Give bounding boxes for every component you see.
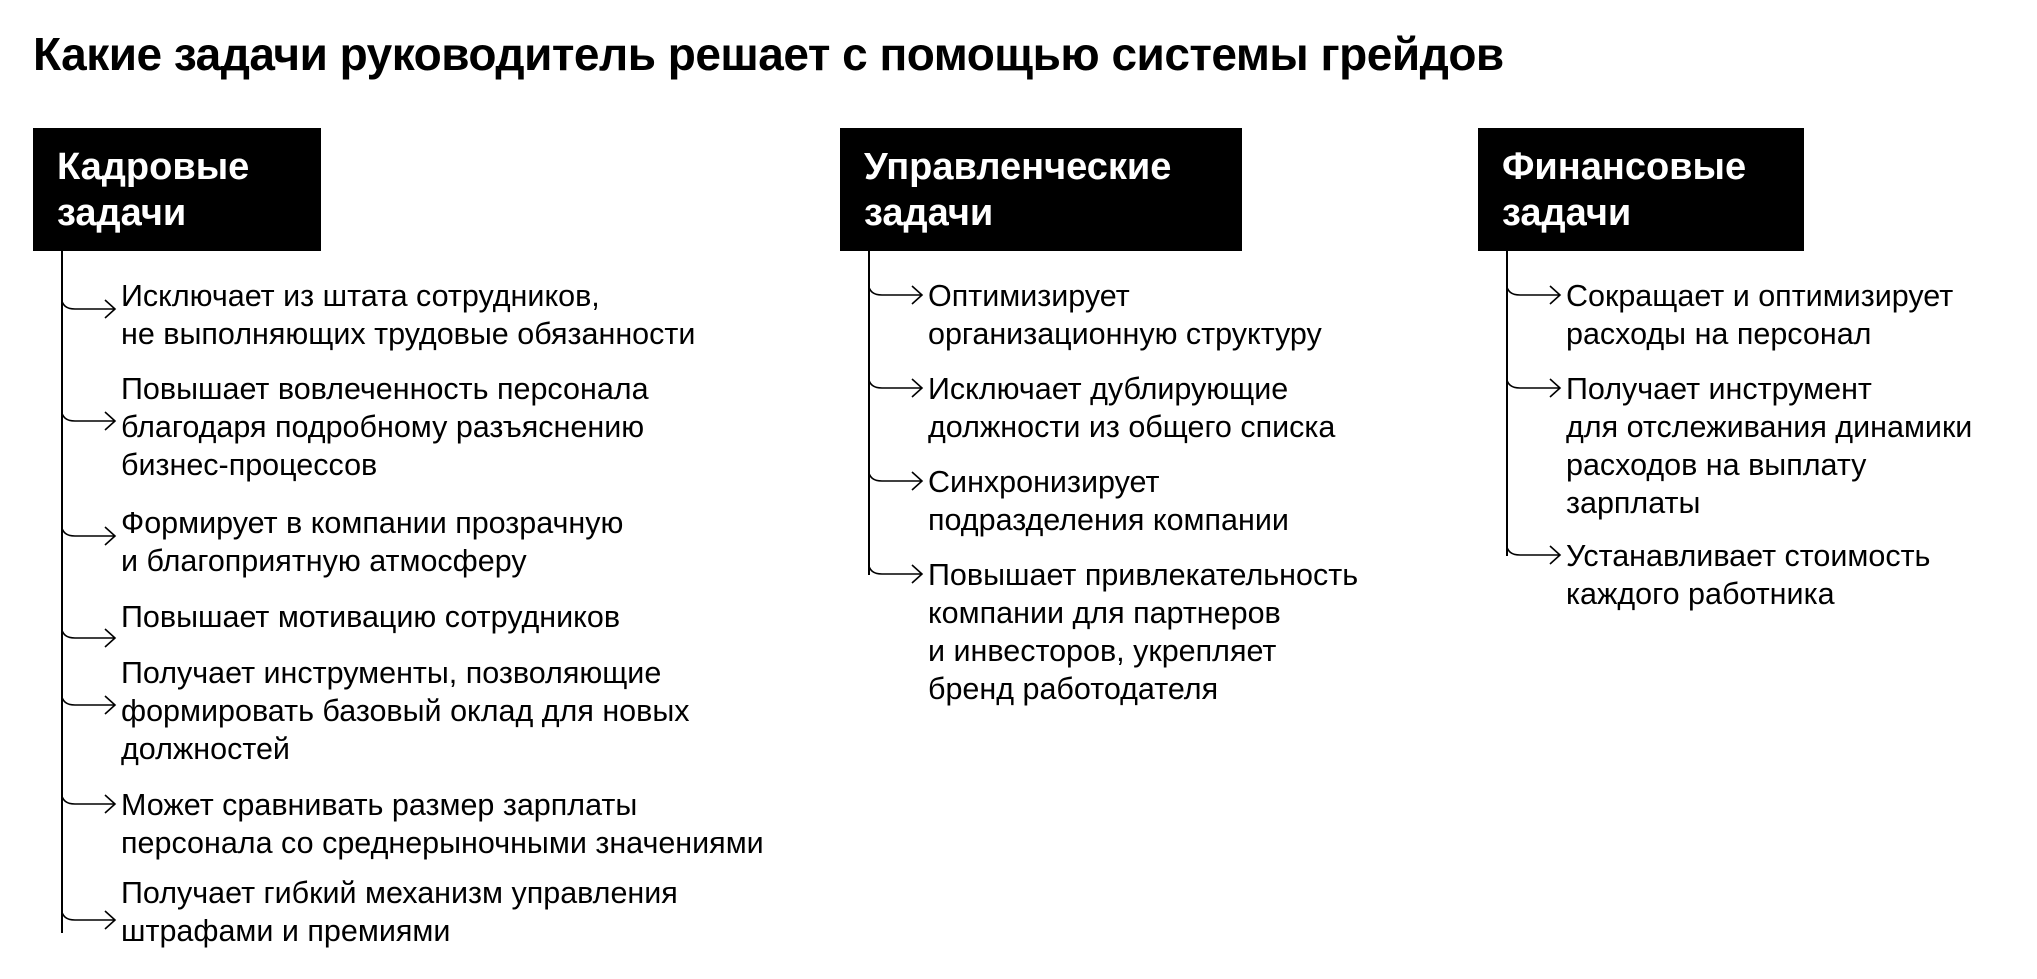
column-heading-line: задачи xyxy=(1502,191,1632,234)
column-heading-line: задачи xyxy=(57,191,187,234)
column-heading-box xyxy=(33,128,321,251)
arrow-right-icon xyxy=(61,296,117,322)
arrow-right-icon xyxy=(61,692,117,718)
column-heading-box xyxy=(1478,128,1804,251)
column-heading-box xyxy=(840,128,1242,251)
arrow-right-icon xyxy=(1506,375,1562,401)
arrow-right-icon xyxy=(868,561,924,587)
arrow-right-icon xyxy=(868,468,924,494)
arrow-right-icon xyxy=(1506,542,1562,568)
task-text: Исключает дублирующие должности из общего списка xyxy=(928,372,1336,444)
arrow-right-icon xyxy=(868,282,924,308)
arrow-right-icon xyxy=(61,523,117,549)
task-text: Получает гибкий механизм управления штрафами и премиями xyxy=(121,876,678,948)
column-heading-line: задачи xyxy=(864,191,994,234)
task-text: Может сравнивать размер зарплаты персонала со среднерыночными значениями xyxy=(121,788,764,860)
arrow-right-icon xyxy=(868,375,924,401)
arrow-right-icon xyxy=(1506,282,1562,308)
task-text: Устанавливает стоимость каждого работника xyxy=(1566,539,1931,611)
arrow-right-icon xyxy=(61,625,117,651)
task-text: Повышает мотивацию сотрудников xyxy=(121,600,621,634)
column-finance-tasks xyxy=(1478,128,1973,611)
task-text: Исключает из штата сотрудников, не выполняющих трудовые обязанности xyxy=(121,279,696,351)
task-text: Получает инструменты, позволяющие формировать базовый оклад для новых должностей xyxy=(121,656,690,766)
task-text: Оптимизирует организационную структуру xyxy=(928,279,1322,351)
connector-line xyxy=(61,251,63,933)
task-text: Повышает привлекательность компании для партнеров и инвесторов, укрепляет бренд работодателя xyxy=(928,558,1359,706)
task-text: Сокращает и оптимизирует расходы на персонал xyxy=(1566,279,1954,351)
column-heading-line: Кадровые xyxy=(57,145,250,188)
task-text: Формирует в компании прозрачную и благоприятную атмосферу xyxy=(121,506,624,578)
task-text: Получает инструмент для отслеживания динамики расходов на выплату зарплаты xyxy=(1566,372,1973,520)
arrow-right-icon xyxy=(61,907,117,933)
page-title: Какие задачи руководитель решает с помощью системы грейдов xyxy=(33,28,1504,80)
column-heading-line: Управленческие xyxy=(864,145,1172,188)
task-text: Синхронизирует подразделения компании xyxy=(928,465,1289,537)
column-management-tasks xyxy=(840,128,1359,706)
column-heading-line: Финансовые xyxy=(1502,145,1747,188)
task-text: Повышает вовлеченность персонала благодаря подробному разъяснению бизнес-процессов xyxy=(121,372,649,482)
arrow-right-icon xyxy=(61,791,117,817)
arrow-right-icon xyxy=(61,408,117,434)
column-hr-tasks xyxy=(33,128,764,948)
